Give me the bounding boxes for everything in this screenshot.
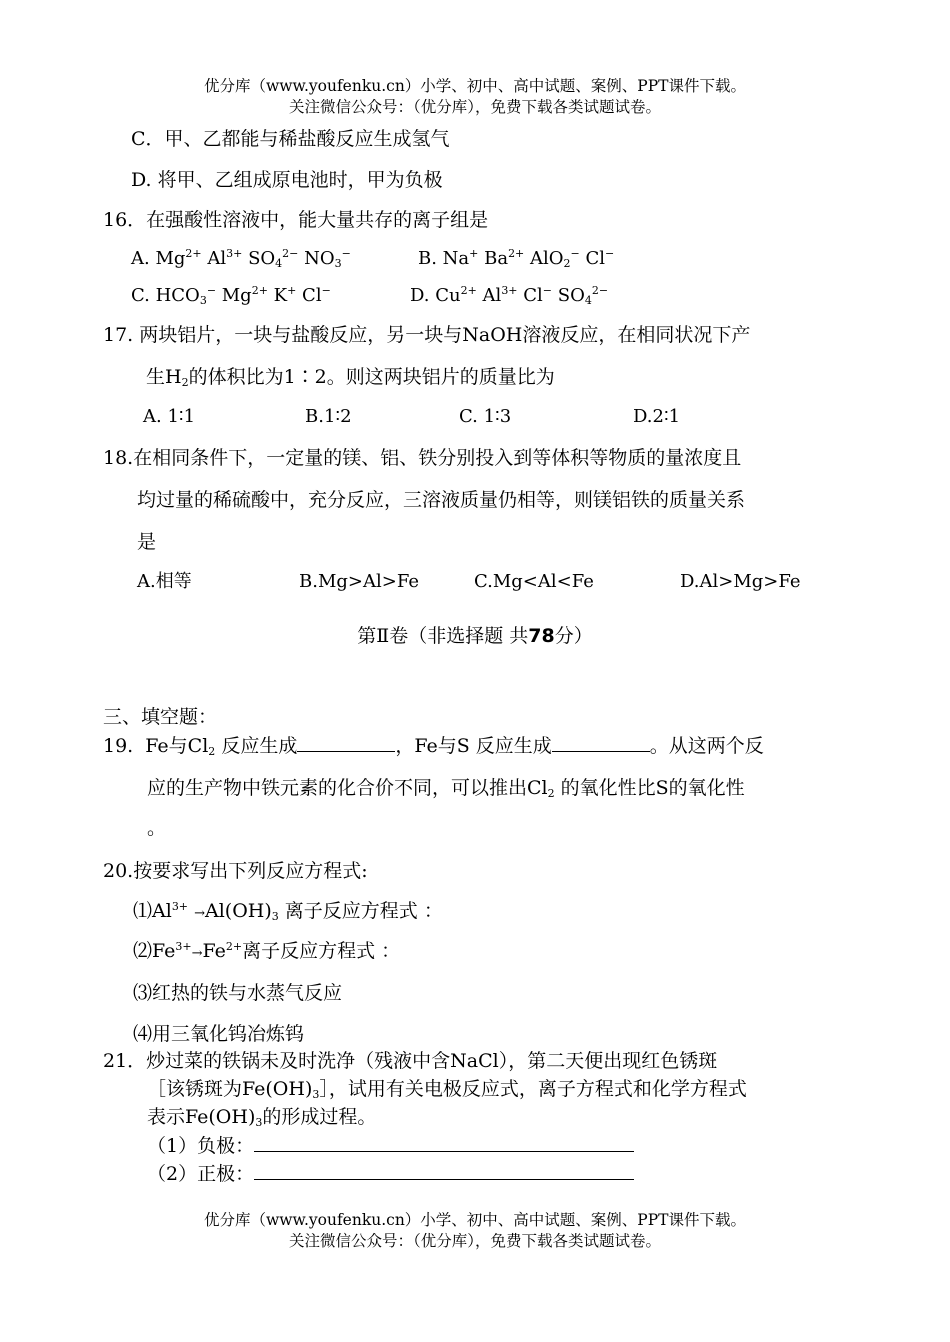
- q21-line3-post: 的形成过程。: [262, 1106, 377, 1128]
- q17-line2-post: 的体积比为1∶2。则这两块铝片的质量比为: [188, 366, 555, 388]
- q21-neg-blank[interactable]: [254, 1133, 634, 1152]
- section-ii-score: 78: [528, 625, 555, 647]
- reaction-arrow-icon: →: [191, 946, 203, 961]
- q20-i1-mid: Al(OH): [204, 900, 272, 922]
- q20-i1-post: 离子反应方程式 ：: [278, 900, 443, 922]
- q19-line-2: [147, 775, 745, 801]
- q15-option-c: C．甲、乙都能与稀盐酸反应生成氢气: [131, 128, 450, 150]
- q16-option-a: A. $Mg^{2+}$ $Al^{3+}$ $SO_4^{2-}$ $NO_3^-$: [131, 247, 351, 270]
- q18-option-c: C.Mg<Al<Fe: [474, 571, 594, 592]
- q21-line2-pre: ［该锈斑为Fe(OH): [147, 1078, 313, 1100]
- q21-line3-pre: 表示Fe(OH): [147, 1106, 256, 1128]
- q21-line-1: 21．炒过菜的铁锅未及时洗净（残液中含NaCl），第二天便出现红色锈斑: [103, 1050, 718, 1072]
- q21-positive-electrode: [147, 1161, 634, 1187]
- reaction-arrow-icon: →: [194, 906, 205, 921]
- q19-line-3: 。: [147, 817, 167, 839]
- q21-line-2: [147, 1076, 747, 1102]
- footer-line-1: 优分库（www.youfenku.cn）小学、初中、高中试题、案例、PPT课件下载。: [203, 1211, 747, 1229]
- q20-item-1: $⑴Al^{3+} \to Al(OH)_3$ 离子反应方程式 ：: [133, 900, 443, 923]
- q17-option-d: D.2∶1: [633, 406, 681, 427]
- q16-b-label: B.: [418, 248, 437, 269]
- q16-a-label: A.: [131, 248, 150, 269]
- q19-line2-pre: 应的生产物中铁元素的化合价不同，可以推出Cl: [147, 777, 548, 799]
- q20-item-2: $⑵Fe^{3+}\to Fe^{2+}$离子反应方程式 ：: [133, 940, 401, 962]
- q16-option-d: D. $Cu^{2+}$ $Al^{3+}$ Cl− $SO_4^{2-}$: [410, 284, 609, 307]
- q21-negative-electrode: [147, 1133, 634, 1159]
- header-line-1: 优分库（www.youfenku.cn）小学、初中、高中试题、案例、PPT课件下载。: [203, 77, 747, 95]
- q21-neg-label: （1）负极：: [147, 1135, 255, 1157]
- q16-option-b: B. Na+ $Ba^{2+}$ AlO$_2$− Cl−: [418, 247, 615, 270]
- q16-c-label: C.: [131, 285, 150, 306]
- q16-stem: 16．在强酸性溶液中，能大量共存的离子组是: [103, 209, 489, 231]
- q19-number: 19.: [103, 735, 134, 757]
- footer-line-2: 关注微信公众号：（优分库），免费下载各类试题试卷。: [288, 1232, 661, 1250]
- q20-stem: 20.按要求写出下列反应方程式:: [103, 860, 368, 882]
- q20-item-4: ⑷用三氧化钨冶炼钨: [133, 1023, 305, 1045]
- q19-line-1: [103, 733, 764, 759]
- q15-option-d: D. 将甲、乙组成原电池时，甲为负极: [131, 169, 443, 191]
- q16-d-label: D.: [410, 285, 430, 306]
- q20-i2-post: 离子反应方程式 ：: [242, 940, 401, 962]
- q21-pos-label: （2）正极：: [147, 1163, 255, 1185]
- q21-line2-post: ］，试用有关电极反应式，离子方程式和化学方程式: [319, 1078, 747, 1100]
- q17-h2-subscript: 2: [181, 376, 189, 389]
- q18-option-b: B.Mg>Al>Fe: [299, 571, 419, 592]
- q21-line3-subscript: 3: [255, 1116, 263, 1129]
- q17-line-2: [146, 364, 555, 390]
- q21-line2-subscript: 3: [312, 1088, 320, 1101]
- q20-i2-mid: Fe: [202, 940, 226, 962]
- q19-text-2: 反应生成: [215, 735, 298, 757]
- q17-option-b: B.1∶2: [305, 406, 352, 427]
- q19-blank-1[interactable]: [297, 733, 395, 752]
- q16-option-c: C. $HCO_3^-$ $Mg^{2+}$ K+ Cl−: [131, 284, 331, 307]
- q21-line-3: [147, 1104, 376, 1130]
- q20-i2-pre: ⑵Fe: [133, 940, 176, 962]
- q19-line2-subscript: 2: [547, 787, 555, 800]
- q19-blank-2[interactable]: [552, 733, 650, 752]
- q17-option-a: A. 1∶1: [143, 406, 196, 427]
- part-iii-title: 三、填空题：: [103, 706, 218, 728]
- q18-option-a: A.相等: [137, 571, 192, 592]
- q19-line2-post: 的氧化性比S的氧化性: [554, 777, 745, 799]
- q17-line2-pre: 生H: [146, 366, 182, 388]
- q19-text-4: 。从这两个反: [649, 735, 764, 757]
- q19-text-3: ，Fe与S 反应生成: [395, 735, 552, 757]
- q19-text-1: Fe与Cl: [145, 735, 209, 757]
- q20-item-3: ⑶红热的铁与水蒸气反应: [133, 982, 343, 1004]
- q18-option-d: D.Al>Mg>Fe: [680, 571, 801, 592]
- section-ii-post: 分）: [554, 625, 593, 647]
- q19-cl2-subscript: 2: [208, 745, 216, 758]
- q17-line-1: 17. 两块铝片，一块与盐酸反应，另一块与NaOH溶液反应，在相同状况下产: [103, 324, 751, 346]
- q18-line-1: 18.在相同条件下，一定量的镁、铝、铁分别投入到等体积等物质的量浓度且: [103, 447, 742, 469]
- section-ii-pre: 第Ⅱ卷（非选择题 共: [357, 625, 529, 647]
- q18-line-2: 均过量的稀硫酸中，充分反应，三溶液质量仍相等，则镁铝铁的质量关系: [137, 489, 746, 511]
- header-line-2: 关注微信公众号：（优分库），免费下载各类试题试卷。: [288, 98, 661, 116]
- section-ii-title: [0, 623, 950, 649]
- q20-i1-pre: ⑴Al: [133, 900, 172, 922]
- q17-option-c: C. 1∶3: [459, 406, 512, 427]
- q21-pos-blank[interactable]: [254, 1161, 634, 1180]
- q18-line-3: 是: [137, 531, 157, 553]
